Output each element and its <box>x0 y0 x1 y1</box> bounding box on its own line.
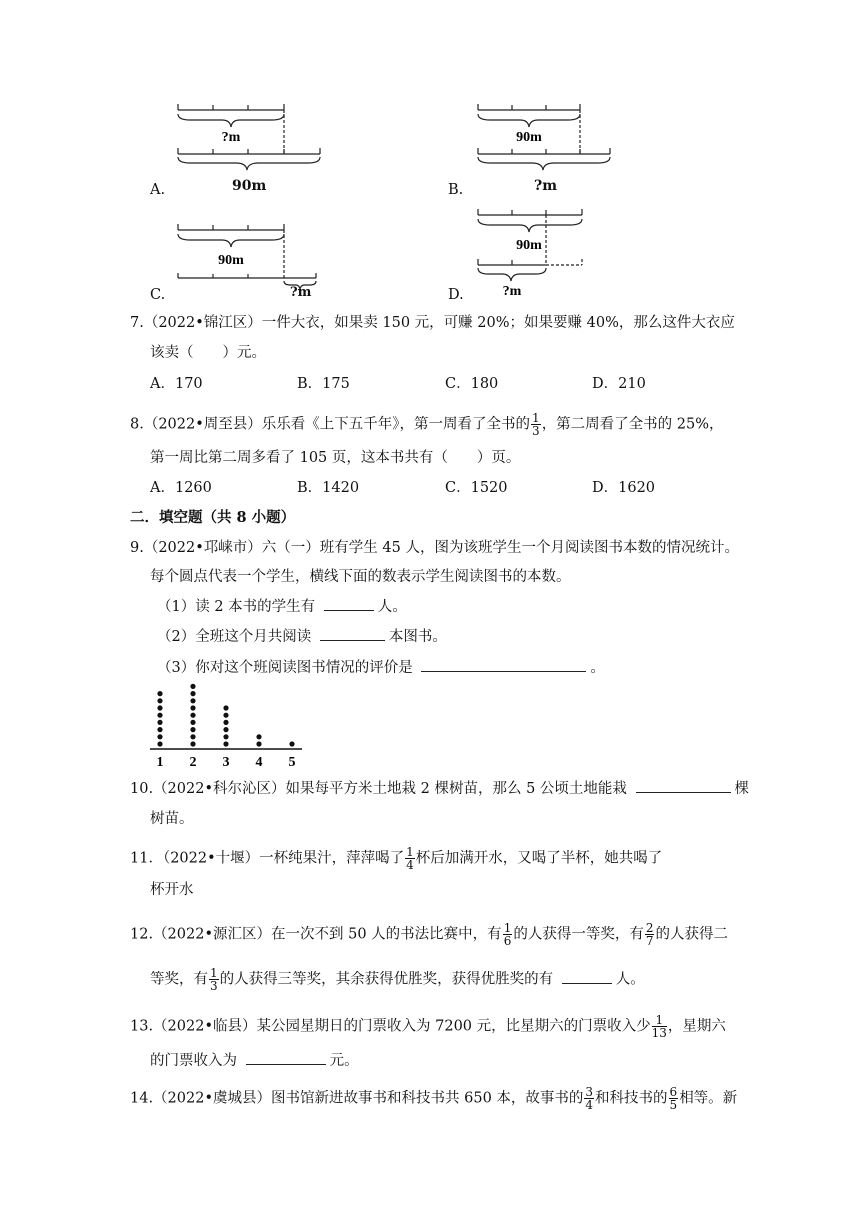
diagram-b-bottom-label: ?m <box>534 178 558 194</box>
dot-3-3 <box>223 727 228 732</box>
dot-1-3 <box>157 727 162 732</box>
q12-text: 12.（2022•源汇区）在一次不到 50 人的书法比赛中，有 <box>130 926 502 943</box>
q11-line1 <box>130 846 662 871</box>
q8-option-b[interactable]: B．1420 <box>297 480 360 496</box>
q13-line2 <box>150 1050 359 1071</box>
diagram-d-bottom-label: ?m <box>502 284 522 295</box>
q12-answer-blank[interactable] <box>562 969 612 984</box>
q9-sub1-unit: 人。 <box>377 599 407 615</box>
dot-3-5 <box>223 713 228 718</box>
option-letter-c: C. <box>150 287 166 303</box>
q8-line1 <box>130 412 724 437</box>
dot-3-2 <box>223 734 228 739</box>
q10-unit: 棵 <box>734 781 750 797</box>
q10-line2: 树苗。 <box>150 811 194 827</box>
diagram-option-b <box>470 100 630 172</box>
q7-option-d[interactable]: D．210 <box>592 376 646 392</box>
q12-f2-num: 2 <box>645 921 654 935</box>
dot-2-4 <box>190 720 195 725</box>
q8-frac-num: 1 <box>532 411 540 425</box>
q13-frac-num: 1 <box>652 1014 667 1027</box>
dot-2-6 <box>190 705 195 710</box>
q9-line1: 9.（2022•邛崃市）六（一）班有学生 45 人，图为该班学生一个月阅读图书本数的情况统计。 <box>130 540 739 556</box>
section-title-fill-in: 二．填空题（共 8 小题） <box>130 509 296 526</box>
q13-frac-den: 13 <box>651 1026 667 1040</box>
q12-fraction-3 <box>209 967 219 992</box>
q8-line2: 第一周比第二周多看了 105 页，这本书共有（ ）页。 <box>150 450 521 466</box>
q9-sub3-end: 。 <box>590 660 605 676</box>
dot-2-8 <box>190 691 195 696</box>
q7-option-c[interactable]: C．180 <box>445 376 499 392</box>
q14-line1 <box>130 1086 737 1111</box>
q8-option-a[interactable]: A．1260 <box>150 480 212 496</box>
q7-option-b[interactable]: B．175 <box>297 376 350 392</box>
q14-f1-num: 3 <box>585 1085 594 1099</box>
q12-line1 <box>130 922 728 947</box>
dot-3-1 <box>223 741 228 746</box>
q8-option-d[interactable]: D．1620 <box>592 480 656 496</box>
q9-answer-blank-2[interactable] <box>320 626 385 641</box>
diagram-a-bottom-label: 90m <box>232 178 267 194</box>
diagram-a-top-label: ?m <box>221 130 241 145</box>
q12-unit: 人。 <box>615 971 645 988</box>
q7-line2: 该卖（ ）元。 <box>150 345 266 361</box>
diagram-c-top-label: 90m <box>218 253 244 268</box>
q12-f3-den: 3 <box>210 979 218 993</box>
q12-f2-den: 7 <box>645 934 654 948</box>
q11-frac-den: 4 <box>406 858 414 872</box>
q11-text: 11．（2022•十堰）一杯纯果汁，萍萍喝了 <box>130 850 405 867</box>
dot-1-8 <box>157 691 162 696</box>
option-letter-b: B. <box>448 182 464 198</box>
dot-plot-tick-label-1: 1 <box>156 755 164 770</box>
q10-answer-blank[interactable] <box>636 778 731 793</box>
q14-fraction-1 <box>584 1086 594 1111</box>
option-letter-d: D. <box>448 287 464 303</box>
q13-answer-blank[interactable] <box>246 1050 326 1065</box>
dot-1-4 <box>157 720 162 725</box>
q13-text-post: ，星期六 <box>667 1018 726 1035</box>
q9-answer-blank-3[interactable] <box>421 657 586 672</box>
dot-2-3 <box>190 727 195 732</box>
q12-text-mid: 的人获得一等奖，有 <box>513 926 644 943</box>
q7-option-a[interactable]: A．170 <box>150 376 203 392</box>
q14-f2-den: 5 <box>669 1098 678 1112</box>
dot-1-2 <box>157 734 162 739</box>
q13-unit: 元。 <box>329 1053 359 1069</box>
q14-f1-den: 4 <box>585 1098 594 1112</box>
dot-5-1 <box>289 741 294 746</box>
q8-frac-den: 3 <box>532 424 540 438</box>
dot-3-6 <box>223 705 228 710</box>
dot-plot-tick-label-2: 2 <box>189 755 197 770</box>
q8-line1-pre: 8.（2022•周至县）乐乐看《上下五千年》，第一周看了全书的 <box>130 416 531 433</box>
q10-text: 10.（2022•科尔沁区）如果每平方米土地栽 2 棵树苗，那么 5 公顷土地能栽 <box>130 781 632 797</box>
q9-sub1 <box>157 596 407 617</box>
q12-line2-mid: 的人获得三等奖，其余获得优胜奖，获得优胜奖的有 <box>219 971 558 988</box>
dot-2-5 <box>190 713 195 718</box>
q8-fraction <box>531 412 541 437</box>
dot-1-7 <box>157 698 162 703</box>
q9-answer-blank-1[interactable] <box>324 596 374 611</box>
dot-2-7 <box>190 698 195 703</box>
q11-fraction <box>405 846 415 871</box>
dot-4-2 <box>256 734 261 739</box>
diagram-c-bottom-label: ?m <box>290 285 312 300</box>
q9-sub2-unit: 本图书。 <box>388 629 447 645</box>
q12-f1-den: 6 <box>503 934 512 948</box>
q9-sub1-text: （1）读 2 本书的学生有 <box>157 599 320 615</box>
dot-2-1 <box>190 741 195 746</box>
q9-line2: 每个圆点代表一个学生，横线下面的数表示学生阅读图书的本数。 <box>150 569 571 585</box>
q8-option-c[interactable]: C．1520 <box>445 480 508 496</box>
q9-sub2 <box>157 626 447 647</box>
q14-fraction-2 <box>669 1086 679 1111</box>
q14-text-post: 相等。新 <box>679 1090 738 1107</box>
diagram-option-c <box>170 220 330 292</box>
q7-line1: 7.（2022•锦江区）一件大衣，如果卖 150 元，可赚 20%；如果要赚 40%，那么这件大衣应 <box>130 315 735 331</box>
dot-2-9 <box>190 684 195 689</box>
option-letter-a: A. <box>150 182 166 198</box>
q12-line2-pre: 等奖，有 <box>150 971 208 988</box>
q11-text-post: 杯后加满开水，又喝了半杯，她共喝了 <box>415 850 663 867</box>
q11-frac-num: 1 <box>406 845 414 859</box>
q14-text-mid: 和科技书的 <box>595 1090 668 1107</box>
diagram-option-d <box>470 205 630 295</box>
q12-fraction-1 <box>503 922 513 947</box>
q11-line2: 杯开水 <box>150 882 194 898</box>
diagram-b-top-label: 90m <box>516 130 542 145</box>
dot-2-2 <box>190 734 195 739</box>
q13-fraction <box>652 1014 667 1039</box>
dot-1-5 <box>157 713 162 718</box>
q13-text: 13.（2022•临县）某公园星期日的门票收入为 7200 元，比星期六的门票收入少 <box>130 1018 651 1035</box>
q13-line1 <box>130 1014 726 1039</box>
q12-line2 <box>150 967 645 992</box>
q13-line2-pre: 的门票收入为 <box>150 1053 242 1069</box>
dot-1-6 <box>157 705 162 710</box>
q12-text-post: 的人获得二 <box>655 926 728 943</box>
q9-dot-plot <box>148 680 308 770</box>
dot-plot-tick-label-3: 3 <box>222 755 230 770</box>
dot-plot-tick-label-5: 5 <box>288 755 296 770</box>
diagram-d-top-label: 90m <box>516 238 542 253</box>
q12-f1-num: 1 <box>503 921 512 935</box>
q9-sub2-text: （2）全班这个月共阅读 <box>157 629 316 645</box>
q8-line1-post: ，第二周看了全书的 25%， <box>541 416 724 433</box>
q9-sub3-text: （3）你对这个班阅读图书情况的评价是 <box>157 660 418 676</box>
dot-3-4 <box>223 720 228 725</box>
q14-f2-num: 6 <box>669 1085 678 1099</box>
dot-4-1 <box>256 741 261 746</box>
q9-sub3 <box>157 657 605 678</box>
q14-text: 14.（2022•虞城县）图书馆新进故事书和科技书共 650 本，故事书的 <box>130 1090 584 1107</box>
q10-line1 <box>130 778 749 799</box>
q12-fraction-2 <box>645 922 655 947</box>
diagram-option-a <box>170 100 330 172</box>
dot-plot-tick-label-4: 4 <box>255 755 263 770</box>
dot-1-1 <box>157 741 162 746</box>
q12-f3-num: 1 <box>210 966 218 980</box>
